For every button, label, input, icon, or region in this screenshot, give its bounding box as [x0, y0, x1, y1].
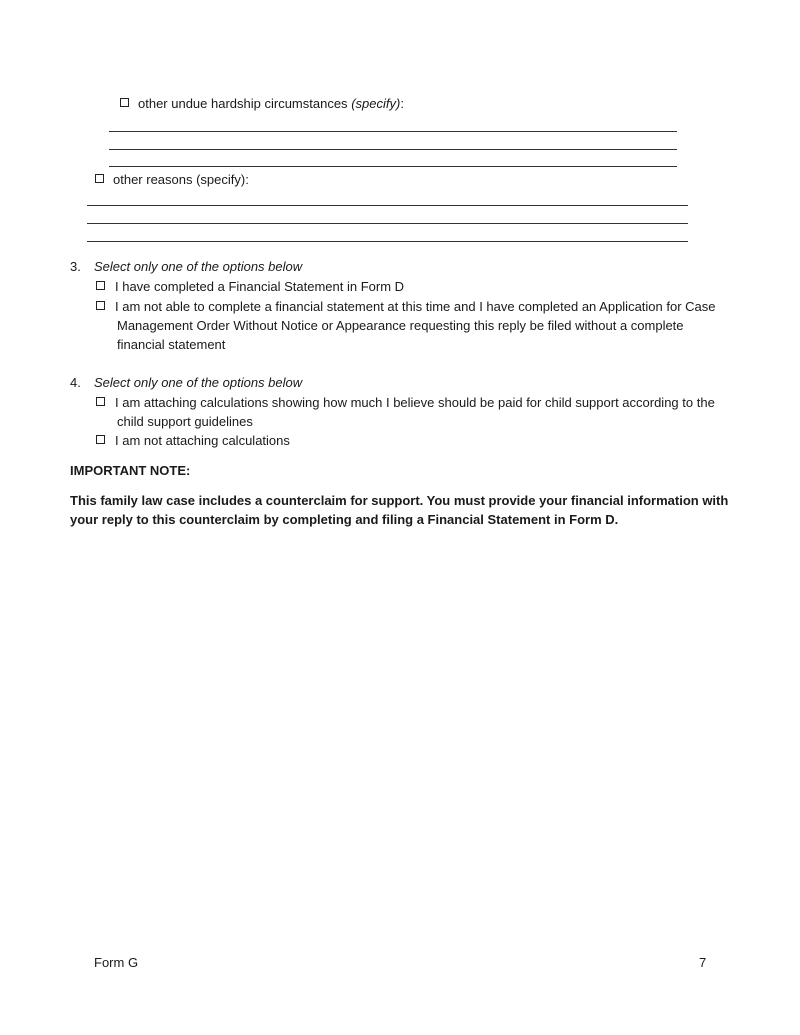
q3-option1-checkbox[interactable]: [96, 281, 105, 290]
q4-prompt: Select only one of the options below: [94, 375, 303, 390]
other-reasons-specify-line-3[interactable]: [87, 241, 688, 242]
note-line1: This family law case includes a counterclaim for support. You must provide your financial information with: [70, 493, 729, 508]
hardship-label-italic: (specify): [351, 96, 401, 111]
other-reasons-label: other reasons (specify):: [113, 172, 249, 187]
q4-option1-line1: I am attaching calculations showing how much I believe should be paid for child support according to the: [115, 395, 715, 410]
other-reasons-checkbox[interactable]: [95, 174, 104, 183]
note-heading: IMPORTANT NOTE:: [70, 463, 191, 478]
other-reasons-specify-line-1[interactable]: [87, 205, 688, 206]
hardship-specify-line-2[interactable]: [109, 149, 677, 150]
q4-option2-label: I am not attaching calculations: [115, 433, 290, 448]
note-line2: your reply to this counterclaim by completing and filing a Financial Statement in Form D.: [70, 512, 619, 527]
q3-prompt: Select only one of the options below: [94, 259, 303, 274]
q3-option2-line3: financial statement: [117, 337, 226, 352]
hardship-checkbox[interactable]: [120, 98, 129, 107]
hardship-label: [138, 94, 404, 113]
q4-option2-checkbox[interactable]: [96, 435, 105, 444]
hardship-label-colon: :: [400, 96, 404, 111]
hardship-label-main: other undue hardship circumstances: [138, 96, 352, 111]
q4-option1-checkbox[interactable]: [96, 397, 105, 406]
q3-option2-checkbox[interactable]: [96, 301, 105, 310]
q4-number: 4.: [70, 375, 81, 390]
q3-option2-line1: I am not able to complete a financial statement at this time and I have completed an Application for Case: [115, 299, 716, 314]
footer-page-number: 7: [699, 955, 707, 970]
hardship-specify-line-3[interactable]: [109, 166, 677, 167]
q3-number: 3.: [70, 259, 81, 274]
hardship-specify-line-1[interactable]: [109, 131, 677, 132]
q4-option1-line2: child support guidelines: [117, 414, 253, 429]
q3-option1-label: I have completed a Financial Statement in Form D: [115, 279, 405, 294]
other-reasons-specify-line-2[interactable]: [87, 223, 688, 224]
q3-option2-line2: Management Order Without Notice or Appearance requesting this reply be filed without a complete: [117, 318, 684, 333]
footer-form-name: Form G: [94, 955, 139, 970]
